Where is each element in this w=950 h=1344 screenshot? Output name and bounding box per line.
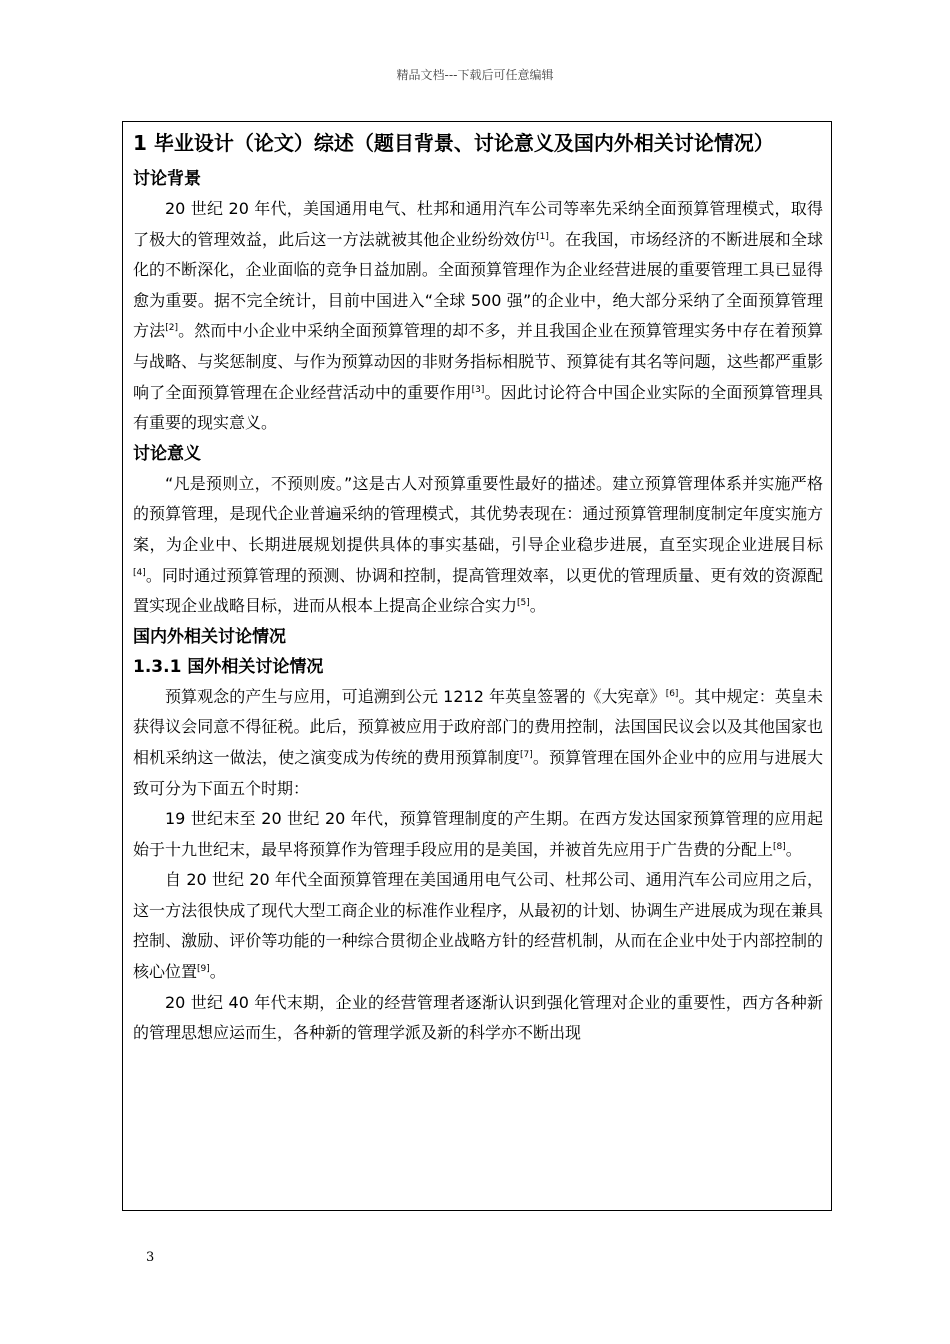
citation-5: [5] (517, 598, 530, 609)
foreign-research-heading: 1.3.1 国外相关讨论情况 (133, 656, 324, 677)
review-table-frame (122, 121, 832, 1211)
citation-3: [3] (471, 384, 485, 395)
citation-4: [4] (133, 567, 146, 578)
citation-1: [1] (536, 231, 549, 242)
citation-2: [2] (165, 323, 178, 334)
foreign-paragraph-1: 预算观念的产生与应用，可追溯到公元 1212 年英皇签署的《大宪章》[6]。其中规定：英皇未获得议会同意不得征税。此后，预算被应用于政府部门的费用控制，法国国民议会以及其他国家也相机采纳这一做法，使之演变成为传统的费用预算制度[7]。预算管理在国外企业中的应用与进展大致可分为下面五个时期： (133, 686, 823, 798)
background-heading: 讨论背景 (133, 169, 201, 189)
page-header: 精品文档---下载后可任意编辑 (396, 68, 554, 82)
foreign-paragraph-2: 19 世纪末至 20 世纪 20 年代，预算管理制度的产生期。在西方发达国家预算管理的应用起始于十九世纪末，最早将预算作为管理手段应用的是美国，并被首先应用于广告费的分配上[8]。 (133, 809, 823, 859)
citation-8: [8] (773, 841, 786, 852)
foreign-paragraph-3: 自 20 世纪 20 年代全面预算管理在美国通用电气公司、杜邦公司、通用汽车公司应用之后，这一方法很快成了现代大型工商企业的标准作业程序，从最初的计划、协调生产进展成为现在兼具控制、激励、评价等功能的一种综合贯彻企业战略方针的经营机制，从而在企业中处于内部控制的核心位置[9]。 (133, 870, 823, 982)
citation-9: [9] (197, 964, 210, 975)
page-number: 3 (146, 1250, 155, 1265)
citation-7: [7] (519, 749, 533, 760)
research-heading: 国内外相关讨论情况 (133, 626, 286, 647)
review-content (133, 128, 823, 1049)
significance-heading: 讨论意义 (133, 443, 201, 464)
citation-6: [6] (665, 688, 679, 699)
background-paragraph: 20 世纪 20 年代，美国通用电气、杜邦和通用汽车公司等率先采纳全面预算管理模式，取得了极大的管理效益，此后这一方法就被其他企业纷纷效仿[1]。在我国，市场经济的不断进展和全球化的不断深化，企业面临的竞争日益加剧。全面预算管理作为企业经营进展的重要管理工具已显得愈为重要。据不完全统计，目前中国进入“全球 500 强”的企业中，绝大部分采纳了全面预算管理方法[2]。然而中小企业中采纳全面预算管理的却不多，并且我国企业在预算管理实务中存在着预算与战略、与奖惩制度、与作为预算动因的非财务指标相脱节、预算徒有其名等问题，这些都严重影响了全面预算管理在企业经营活动中的重要作用[3]。因此讨论符合中国企业实际的全面预算管理具有重要的现实意义。 (133, 199, 823, 433)
significance-paragraph: “凡是预则立，不预则废。”这是古人对预算重要性最好的描述。建立预算管理体系并实施严格的预算管理，是现代企业普遍采纳的管理模式，其优势表现在：通过预算管理制度制定年度实施方案，为企业中、长期进展规划提供具体的事实基础，引导企业稳步进展，直至实现企业进展目标[4]。同时通过预算管理的预测、协调和控制，提高管理效率，以更优的管理质量、更有效的资源配置实现企业战略目标，进而从根本上提高企业综合实力[5]。 (133, 473, 823, 616)
section-title: 1 毕业设计（论文）综述（题目背景、讨论意义及国内外相关讨论情况） (133, 131, 774, 155)
foreign-paragraph-4: 20 世纪 40 年代末期，企业的经营管理者逐渐认识到强化管理对企业的重要性，西方各种新的管理思想应运而生，各种新的管理学派及新的科学亦不断出现 (133, 992, 823, 1043)
